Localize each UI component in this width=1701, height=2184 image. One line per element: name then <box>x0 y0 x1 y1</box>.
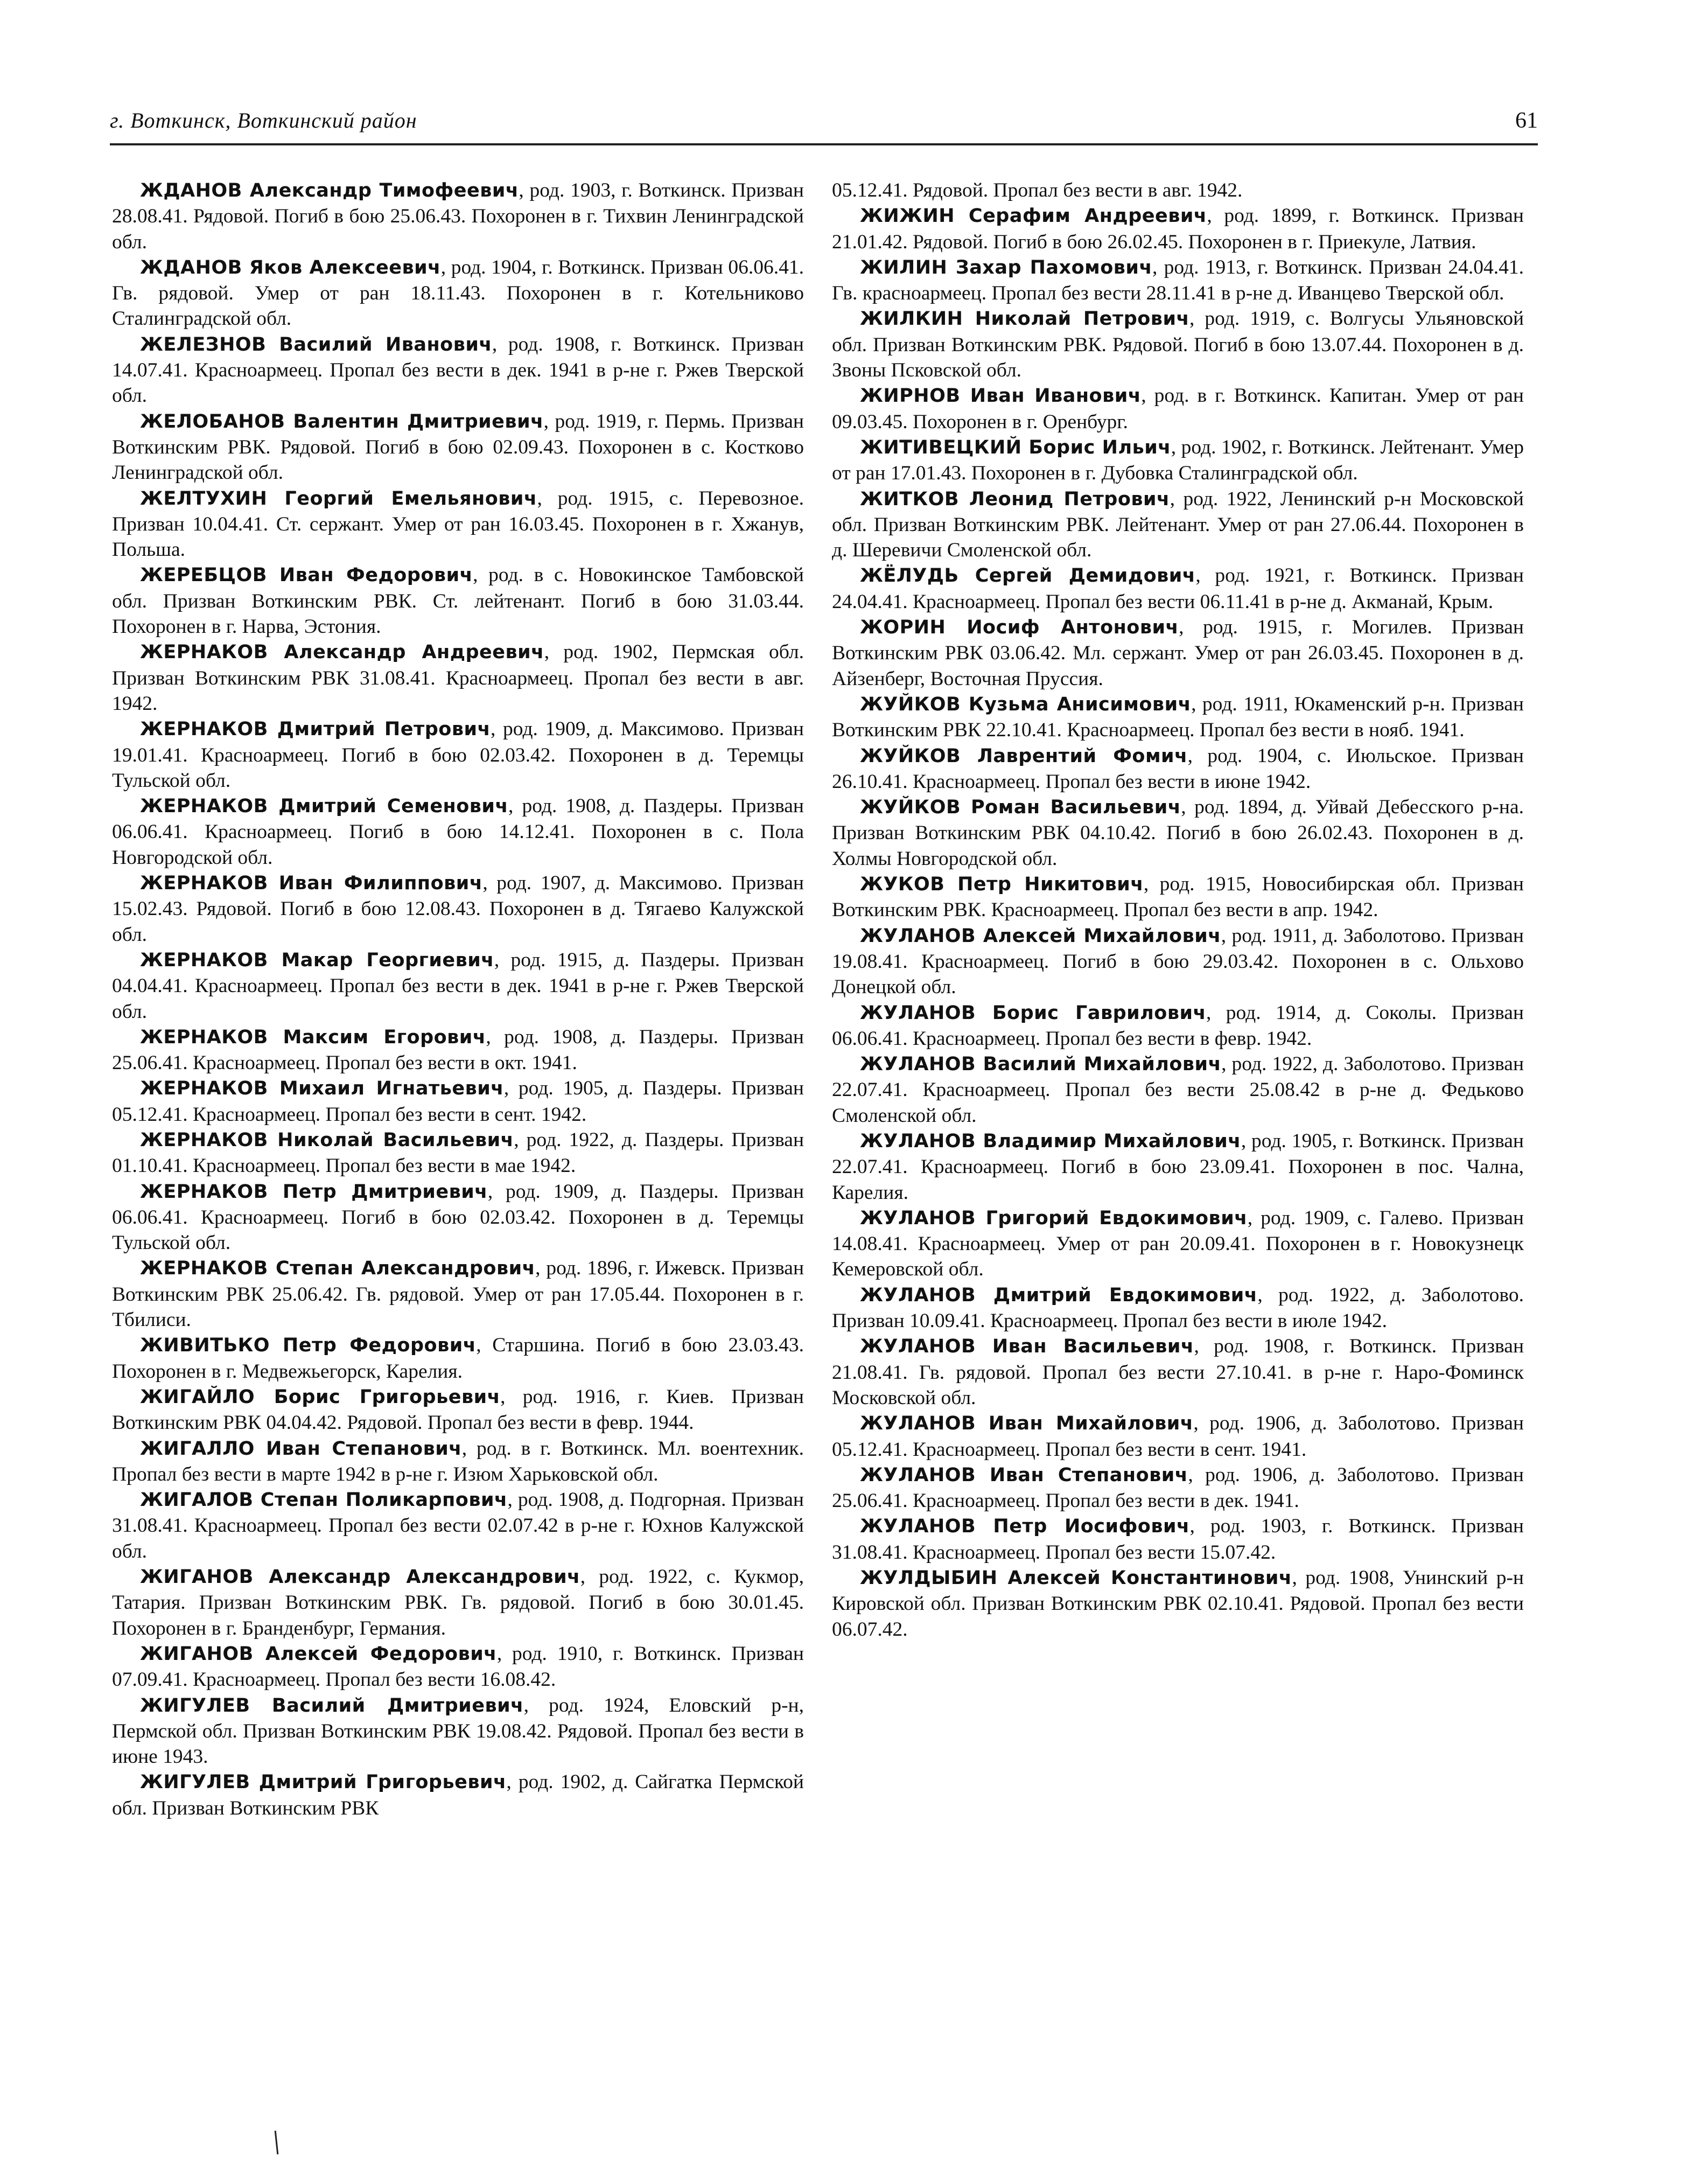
entry-details: род. 1924, Еловский р-н, Пермской обл. Призван Воткинским РВК 19.08.42. Рядовой. Пропал без вести в июне 1943. <box>112 1694 804 1768</box>
register-entry: ЖУЛАНОВ Борис Гаврилович, род. 1914, д. Соколы. Призван 06.06.41. Красноармеец. Пропал без вести в февр. 1942. <box>832 1001 1524 1050</box>
entry-details: род. в г. Воткинск. Мл. воентехник. Пропал без вести в марте 1942 в р-не г. Изюм Харьковской обл. <box>112 1437 804 1485</box>
register-entry: ЖУЛАНОВ Иван Васильевич, род. 1908, г. Воткинск. Призван 21.08.41. Гв. рядовой. Пропал без вести 27.10.41. в р-не г. Наро-Фоминск Московской обл. <box>832 1335 1524 1409</box>
entry-details: род. 1907, д. Максимово. Призван 15.02.43. Рядовой. Погиб в бою 12.08.43. Похоронен в д. Тягаево Калужской обл. <box>112 872 804 946</box>
person-name: ЖИГУЛЕВ Василий Дмитриевич <box>140 1694 524 1717</box>
entry-details: род. 1921, г. Воткинск. Призван 24.04.41. Красноармеец. Пропал без вести 06.11.41 в р-не д. Акманай, Крым. <box>832 564 1524 613</box>
entry-details: род. 1922, д. Заболотово. Призван 22.07.41. Красноармеец. Пропал без вести 25.08.42 в р-не д. Федьково Смоленской обл. <box>832 1053 1524 1127</box>
register-entry: ЖУЛАНОВ Владимир Михайлович, род. 1905, г. Воткинск. Призван 22.07.41. Красноармеец. Погиб в бою 23.09.41. Похоронен в пос. Чална, Карелия. <box>832 1129 1524 1204</box>
entry-details: род. 1902, г. Воткинск. Лейтенант. Умер от ран 17.01.43. Похоронен в г. Дубовка Сталинградской обл. <box>832 436 1524 485</box>
register-entry: ЖЕЛОБАНОВ Валентин Дмитриевич, род. 1919, г. Пермь. Призван Воткинским РВК. Рядовой. Погиб в бою 02.09.43. Похоронен в с. Костково Ленинградской обл. <box>112 410 804 484</box>
register-entry: ЖУЛДЫБИН Алексей Константинович, род. 1908, Унинский р-н Кировской обл. Призван Воткинским РВК 02.10.41. Рядовой. Пропал без вести 06.07.42. <box>832 1567 1524 1641</box>
person-name: ЖОРИН Иосиф Антонович <box>860 617 1179 639</box>
person-name: ЖУЛАНОВ Григорий Евдокимович <box>860 1207 1248 1229</box>
running-title: г. Воткинск, Воткинский район <box>110 108 417 132</box>
person-name: ЖЕРНАКОВ Михаил Игнатьевич <box>140 1078 504 1100</box>
register-entry: ЖИГУЛЕВ Дмитрий Григорьевич, род. 1902, д. Сайгатка Пермской обл. Призван Воткинским РВК <box>112 1771 804 1819</box>
person-name: ЖУКОВ Петр Никитович <box>860 874 1144 896</box>
entry-details: род. 1909, д. Максимово. Призван 19.01.41. Красноармеец. Погиб в бою 02.03.42. Похоронен в д. Теремцы Тульской обл. <box>112 718 804 792</box>
person-name: ЖУЛАНОВ Иван Михайлович <box>860 1413 1194 1435</box>
entry-details: род. 1908, г. Воткинск. Призван 21.08.41. Гв. рядовой. Пропал без вести 27.10.41. в р-не г. Наро-Фоминск Московской обл. <box>832 1335 1524 1409</box>
register-entry: ЖЕРНАКОВ Максим Егорович, род. 1908, д. Паздеры. Призван 25.06.41. Красноармеец. Пропал без вести в окт. 1941. <box>112 1025 804 1074</box>
register-entry: ЖЕРНАКОВ Михаил Игнатьевич, род. 1905, д. Паздеры. Призван 05.12.41. Красноармеец. Пропал без вести в сент. 1942. <box>112 1077 804 1126</box>
entry-details: род. 1896, г. Ижевск. Призван Воткинским РВК 25.06.42. Гв. рядовой. Умер от ран 17.05.44. Похоронен в г. Тбилиси. <box>112 1257 804 1331</box>
register-entry: ЖЕРНАКОВ Петр Дмитриевич, род. 1909, д. Паздеры. Призван 06.06.41. Красноармеец. Погиб в бою 02.03.42. Похоронен в д. Теремцы Тульской обл. <box>112 1180 804 1254</box>
entry-details: род. 1915, Новосибирская обл. Призван Воткинским РВК. Красноармеец. Пропал без вести в апр. 1942. <box>832 873 1524 922</box>
person-name: ЖИВИТЬКО Петр Федорович <box>140 1335 477 1357</box>
person-name: ЖИЛКИН Николай Петрович <box>860 308 1190 330</box>
entry-details: род. 1919, г. Пермь. Призван Воткинским РВК. Рядовой. Погиб в бою 02.09.43. Похоронен в с. Костково Ленинградской обл. <box>112 410 804 484</box>
entry-details: род. 1909, с. Галево. Призван 14.08.41. Красноармеец. Умер от ран 20.09.41. Похоронен в г. Новокузнецк Кемеровской обл. <box>832 1206 1524 1281</box>
person-name: ЖЕЛЕЗНОВ Василий Иванович <box>140 333 492 355</box>
register-entry: ЖИЛКИН Николай Петрович, род. 1919, с. Волгусы Ульяновской обл. Призван Воткинским РВК. Рядовой. Погиб в бою 13.07.44. Похоронен в д. Звоны Псковской обл. <box>832 308 1524 382</box>
register-entry: ЖУЙКОВ Роман Васильевич, род. 1894, д. Уйвай Дебесского р-на. Призван Воткинским РВК 04.10.42. Погиб в бою 26.02.43. Похоронен в д. Холмы Новгородской обл. <box>832 796 1524 870</box>
register-entry: ЖУЛАНОВ Иван Михайлович, род. 1906, д. Заболотово. Призван 05.12.41. Красноармеец. Пропал без вести в сент. 1941. <box>832 1412 1524 1461</box>
register-entry: ЖЕРЕБЦОВ Иван Федорович, род. в с. Новокинское Тамбовской обл. Призван Воткинским РВК. Ст. лейтенант. Погиб в бою 31.03.44. Похоронен в г. Нарва, Эстония. <box>112 564 804 638</box>
person-name: ЖДАНОВ Яков Алексеевич <box>140 256 441 278</box>
register-entry: ЖУЛАНОВ Иван Степанович, род. 1906, д. Заболотово. Призван 25.06.41. Красноармеец. Пропал без вести в дек. 1941. <box>832 1463 1524 1512</box>
entry-details: род. 1906, д. Заболотово. Призван 25.06.41. Красноармеец. Пропал без вести в дек. 1941. <box>832 1463 1524 1512</box>
entry-details: род. 1906, д. Заболотово. Призван 05.12.41. Красноармеец. Пропал без вести в сент. 1941. <box>832 1412 1524 1461</box>
page-header <box>110 108 1538 140</box>
entry-details: род. 1915, д. Паздеры. Призван 04.04.41. Красноармеец. Пропал без вести в дек. 1941 в р-не г. Ржев Тверской обл. <box>112 948 804 1023</box>
person-name: ЖЕРНАКОВ Иван Филиппович <box>140 873 483 895</box>
entry-details: род. 1908, д. Паздеры. Призван 25.06.41. Красноармеец. Пропал без вести в окт. 1941. <box>112 1025 804 1074</box>
register-entry: ЖИРНОВ Иван Иванович, род. в г. Воткинск. Капитан. Умер от ран 09.03.45. Похоронен в г. Оренбург. <box>832 385 1524 433</box>
register-entry: ЖЕЛЕЗНОВ Василий Иванович, род. 1908, г. Воткинск. Призван 14.07.41. Красноармеец. Пропал без вести в дек. 1941 в р-не г. Ржев Тверской обл. <box>112 333 804 407</box>
entry-details: род. 1899, г. Воткинск. Призван 21.01.42. Рядовой. Погиб в бою 26.02.45. Похоронен в г. Приекуле, Латвия. <box>832 205 1524 253</box>
person-name: ЖИТКОВ Леонид Петрович <box>860 488 1170 510</box>
entry-details: род. 1904, г. Воткинск. Призван 06.06.41. Гв. рядовой. Умер от ран 18.11.43. Похоронен в г. Котельниково Сталинградской обл. <box>112 256 804 330</box>
person-name: ЖЁЛУДЬ Сергей Демидович <box>860 565 1196 587</box>
person-name: ЖИГУЛЕВ Дмитрий Григорьевич <box>140 1771 507 1794</box>
register-entry: ЖУЛАНОВ Алексей Михайлович, род. 1911, д. Заболотово. Призван 19.08.41. Красноармеец. Погиб в бою 29.03.42. Похоронен в с. Ольхово Донецкой обл. <box>832 924 1524 999</box>
person-name: ЖИГАЛЛО Иван Степанович <box>140 1438 462 1460</box>
register-entry: ЖУЛАНОВ Петр Иосифович, род. 1903, г. Воткинск. Призван 31.08.41. Красноармеец. Пропал без вести 15.07.42. <box>832 1515 1524 1564</box>
left-column <box>112 178 804 1821</box>
register-entry: ЖОРИН Иосиф Антонович, род. 1915, г. Могилев. Призван Воткинским РВК 03.06.42. Мл. сержант. Умер от ран 26.03.45. Похоронен в д. Айзенберг, Восточная Пруссия. <box>832 616 1524 690</box>
register-entry: ЖУЛАНОВ Дмитрий Евдокимович, род. 1922, д. Заболотово. Призван 10.09.41. Красноармеец. Пропал без вести в июле 1942. <box>832 1283 1524 1332</box>
entry-details: Старшина. Погиб в бою 23.03.43. Похоронен в г. Медвежьегорск, Карелия. <box>112 1334 804 1383</box>
entry-details: род. 1911, Юкаменский р-н. Призван Воткинским РВК 22.10.41. Красноармеец. Пропал без вести в нояб. 1941. <box>832 693 1524 742</box>
entry-details: род. 1910, г. Воткинск. Призван 07.09.41. Красноармеец. Пропал без вести 16.08.42. <box>112 1642 804 1691</box>
register-entry: ЖЁЛУДЬ Сергей Демидович, род. 1921, г. Воткинск. Призван 24.04.41. Красноармеец. Пропал без вести 06.11.41 в р-не д. Акманай, Крым. <box>832 564 1524 613</box>
person-name: ЖЕРНАКОВ Макар Георгиевич <box>140 949 494 971</box>
register-entry: ЖУКОВ Петр Никитович, род. 1915, Новосибирская обл. Призван Воткинским РВК. Красноармеец. Пропал без вести в апр. 1942. <box>832 873 1524 922</box>
right-column <box>832 178 1524 1642</box>
person-name: ЖЕЛТУХИН Георгий Емельянович <box>140 487 537 510</box>
person-name: ЖУЛАНОВ Борис Гаврилович <box>860 1002 1207 1024</box>
person-name: ЖУЛАНОВ Владимир Михайлович <box>860 1130 1241 1152</box>
register-entry: ЖУЛАНОВ Василий Михайлович, род. 1922, д. Заболотово. Призван 22.07.41. Красноармеец. Пропал без вести 25.08.42 в р-не д. Федьково Смоленской обл. <box>832 1053 1524 1127</box>
person-name: ЖЕРНАКОВ Степан Александрович <box>140 1258 536 1280</box>
person-name: ЖИГАНОВ Алексей Федорович <box>140 1643 497 1665</box>
person-name: ЖИГАЛОВ Степан Поликарпович <box>140 1489 508 1511</box>
entry-details: род. 1903, г. Воткинск. Призван 28.08.41. Рядовой. Погиб в бою 25.06.43. Похоронен в г. Тихвин Ленинградской обл. <box>112 179 804 253</box>
person-name: ЖЕРЕБЦОВ Иван Федорович <box>140 564 473 587</box>
entry-details: род. 1922, Ленинский р-н Московской обл. Призван Воткинским РВК. Лейтенант. Умер от ран 27.06.44. Похоронен в д. Шеревичи Смоленской обл. <box>832 487 1524 562</box>
header-rule <box>110 143 1538 145</box>
person-name: ЖДАНОВ Александр Тимофеевич <box>140 180 519 201</box>
entry-details: род. в с. Новокинское Тамбовской обл. Призван Воткинским РВК. Ст. лейтенант. Погиб в бою 31.03.44. Похоронен в г. Нарва, Эстония. <box>112 564 804 638</box>
person-name: ЖЕРНАКОВ Дмитрий Семенович <box>140 796 508 818</box>
register-entry: ЖИТИВЕЦКИЙ Борис Ильич, род. 1902, г. Воткинск. Лейтенант. Умер от ран 17.01.43. Похоронен в г. Дубовка Сталинградской обл. <box>832 436 1524 485</box>
register-entry: ЖЕРНАКОВ Дмитрий Семенович, род. 1908, д. Паздеры. Призван 06.06.41. Красноармеец. Погиб в бою 14.12.41. Похоронен в с. Пола Новгородской обл. <box>112 795 804 869</box>
entry-details: род. 1904, с. Июльское. Призван 26.10.41. Красноармеец. Пропал без вести в июне 1942. <box>832 744 1524 793</box>
register-entry: ЖИГАЛОВ Степан Поликарпович, род. 1908, д. Подгорная. Призван 31.08.41. Красноармеец. Пропал без вести 02.07.42 в р-не г. Юхнов Калужской обл. <box>112 1489 804 1562</box>
entry-details: род. 1915, с. Перевозное. Призван 10.04.41. Ст. сержант. Умер от ран 16.03.45. Похоронен в г. Хжанув, Польша. <box>112 487 804 561</box>
entry-details: род. 1916, г. Киев. Призван Воткинским РВК 04.04.42. Рядовой. Пропал без вести в февр. 1944. <box>112 1385 804 1434</box>
register-entry: ЖИЖИН Серафим Андреевич, род. 1899, г. Воткинск. Призван 21.01.42. Рядовой. Погиб в бою 26.02.45. Похоронен в г. Приекуле, Латвия. <box>832 205 1524 253</box>
register-entry: ЖИВИТЬКО Петр Федорович, Старшина. Погиб в бою 23.03.43. Похоронен в г. Медвежьегорск, Карелия. <box>112 1334 804 1383</box>
continued-entry-text: 05.12.41. Рядовой. Пропал без вести в авг. 1942. <box>832 179 1243 201</box>
entry-details: род. 1911, д. Заболотово. Призван 19.08.41. Красноармеец. Погиб в бою 29.03.42. Похоронен в с. Ольхово Донецкой обл. <box>832 924 1524 999</box>
person-name: ЖУЛДЫБИН Алексей Константинович <box>860 1567 1292 1589</box>
stray-pen-mark <box>275 2131 279 2154</box>
entry-details: род. 1922, д. Заболотово. Призван 10.09.41. Красноармеец. Пропал без вести в июле 1942. <box>832 1283 1524 1332</box>
person-name: ЖЕРНАКОВ Максим Егорович <box>140 1026 486 1048</box>
register-entry: ЖДАНОВ Яков Алексеевич, род. 1904, г. Воткинск. Призван 06.06.41. Гв. рядовой. Умер от ран 18.11.43. Похоронен в г. Котельниково Сталинградской обл. <box>112 256 804 330</box>
register-entry: ЖИГАЛЛО Иван Степанович, род. в г. Воткинск. Мл. воентехник. Пропал без вести в марте 1942 в р-не г. Изюм Харьковской обл. <box>112 1437 804 1485</box>
entry-details: род. 1902, Пермская обл. Призван Воткинским РВК 31.08.41. Красноармеец. Пропал без вести в авг. 1942. <box>112 641 804 715</box>
person-name: ЖИГАЙЛО Борис Григорьевич <box>140 1386 501 1408</box>
person-name: ЖЕРНАКОВ Петр Дмитриевич <box>140 1181 488 1203</box>
register-entry: ЖИТКОВ Леонид Петрович, род. 1922, Ленинский р-н Московской обл. Призван Воткинским РВК. Лейтенант. Умер от ран 27.06.44. Похоронен в д. Шеревичи Смоленской обл. <box>832 487 1524 562</box>
entry-details: род. 1908, д. Подгорная. Призван 31.08.41. Красноармеец. Пропал без вести 02.07.42 в р-не г. Юхнов Калужской обл. <box>112 1489 804 1562</box>
person-name: ЖИЖИН Серафим Андреевич <box>860 205 1207 227</box>
person-name: ЖУЙКОВ Роман Васильевич <box>860 797 1181 819</box>
register-entry: ЖУЙКОВ Лаврентий Фомич, род. 1904, с. Июльское. Призван 26.10.41. Красноармеец. Пропал без вести в июне 1942. <box>832 744 1524 793</box>
entry-details: род. 1908, д. Паздеры. Призван 06.06.41. Красноармеец. Погиб в бою 14.12.41. Похоронен в с. Пола Новгородской обл. <box>112 795 804 869</box>
person-name: ЖУЛАНОВ Иван Васильевич <box>860 1336 1194 1358</box>
entry-details: род. 1922, с. Кукмор, Татария. Призван Воткинским РВК. Гв. рядовой. Погиб в бою 30.01.45. Похоронен в г. Бранденбург, Германия. <box>112 1566 804 1639</box>
register-entry: ЖЕРНАКОВ Макар Георгиевич, род. 1915, д. Паздеры. Призван 04.04.41. Красноармеец. Пропал без вести в дек. 1941 в р-не г. Ржев Тверской обл. <box>112 948 804 1023</box>
person-name: ЖЕРНАКОВ Александр Андреевич <box>140 641 544 664</box>
person-name: ЖУЛАНОВ Петр Иосифович <box>860 1516 1190 1538</box>
register-entry: ЖЕЛТУХИН Георгий Емельянович, род. 1915, с. Перевозное. Призван 10.04.41. Ст. сержант. Умер от ран 16.03.45. Похоронен в г. Хжанув, Польша. <box>112 487 804 561</box>
entry-details: род. 1909, д. Паздеры. Призван 06.06.41. Красноармеец. Погиб в бою 02.03.42. Похоронен в д. Теремцы Тульской обл. <box>112 1180 804 1254</box>
person-name: ЖИЛИН Захар Пахомович <box>860 256 1152 278</box>
register-entry: ЖЕРНАКОВ Александр Андреевич, род. 1902, Пермская обл. Призван Воткинским РВК 31.08.41. Красноармеец. Пропал без вести в авг. 1942. <box>112 641 804 715</box>
person-name: ЖУЛАНОВ Василий Михайлович <box>860 1053 1222 1076</box>
register-entry: ЖУЙКОВ Кузьма Анисимович, род. 1911, Юкаменский р-н. Призван Воткинским РВК 22.10.41. Красноармеец. Пропал без вести в нояб. 1941. <box>832 693 1524 742</box>
entry-details: род. в г. Воткинск. Капитан. Умер от ран 09.03.45. Похоронен в г. Оренбург. <box>832 385 1524 433</box>
entry-details: род. 1915, г. Могилев. Призван Воткинским РВК 03.06.42. Мл. сержант. Умер от ран 26.03.45. Похоронен в д. Айзенберг, Восточная Пруссия. <box>832 616 1524 690</box>
entry-details: род. 1908, г. Воткинск. Призван 14.07.41. Красноармеец. Пропал без вести в дек. 1941 в р-не г. Ржев Тверской обл. <box>112 333 804 407</box>
entry-details: род. 1919, с. Волгусы Ульяновской обл. Призван Воткинским РВК. Рядовой. Погиб в бою 13.07.44. Похоронен в д. Звоны Псковской обл. <box>832 308 1524 382</box>
entry-details: род. 1894, д. Уйвай Дебесского р-на. Призван Воткинским РВК 04.10.42. Погиб в бою 26.02.43. Похоронен в д. Холмы Новгородской обл. <box>832 796 1524 870</box>
entry-details: род. 1902, д. Сайгатка Пермской обл. Призван Воткинским РВК <box>112 1771 804 1819</box>
register-entry: ЖИГАНОВ Алексей Федорович, род. 1910, г. Воткинск. Призван 07.09.41. Красноармеец. Пропал без вести 16.08.42. <box>112 1642 804 1691</box>
person-name: ЖЕРНАКОВ Дмитрий Петрович <box>140 718 491 741</box>
person-name: ЖИРНОВ Иван Иванович <box>860 385 1142 407</box>
register-entry: ЖИГУЛЕВ Василий Дмитриевич, род. 1924, Еловский р-н, Пермской обл. Призван Воткинским РВК 19.08.42. Рядовой. Пропал без вести в июне 1943. <box>112 1694 804 1768</box>
person-name: ЖУЙКОВ Лаврентий Фомич <box>860 745 1188 767</box>
register-entry: ЖЕРНАКОВ Степан Александрович, род. 1896, г. Ижевск. Призван Воткинским РВК 25.06.42. Гв. рядовой. Умер от ран 17.05.44. Похоронен в г. Тбилиси. <box>112 1257 804 1331</box>
register-entry: ЖЕРНАКОВ Дмитрий Петрович, род. 1909, д. Максимово. Призван 19.01.41. Красноармеец. Погиб в бою 02.03.42. Похоронен в д. Теремцы Тульской обл. <box>112 718 804 792</box>
entry-details: род. 1908, Унинский р-н Кировской обл. Призван Воткинским РВК 02.10.41. Рядовой. Пропал без вести 06.07.42. <box>832 1567 1524 1641</box>
person-name: ЖУЛАНОВ Алексей Михайлович <box>860 925 1221 947</box>
person-name: ЖУЙКОВ Кузьма Анисимович <box>860 693 1192 715</box>
register-entry: ЖДАНОВ Александр Тимофеевич, род. 1903, г. Воткинск. Призван 28.08.41. Рядовой. Погиб в бою 25.06.43. Похоронен в г. Тихвин Ленинградской обл. <box>112 179 804 253</box>
register-entry: ЖЕРНАКОВ Николай Васильевич, род. 1922, д. Паздеры. Призван 01.10.41. Красноармеец. Пропал без вести в мае 1942. <box>112 1128 804 1177</box>
register-entry: ЖИЛИН Захар Пахомович, род. 1913, г. Воткинск. Призван 24.04.41. Гв. красноармеец. Пропал без вести 28.11.41 в р-не д. Иванцево Тверской обл. <box>832 256 1524 305</box>
entry-details: род. 1922, д. Паздеры. Призван 01.10.41. Красноармеец. Пропал без вести в мае 1942. <box>112 1128 804 1177</box>
person-name: ЖИТИВЕЦКИЙ Борис Ильич <box>860 436 1171 458</box>
person-name: ЖЕРНАКОВ Николай Васильевич <box>140 1129 514 1151</box>
person-name: ЖИГАНОВ Александр Александрович <box>140 1566 580 1588</box>
entry-details: род. 1905, г. Воткинск. Призван 22.07.41. Красноармеец. Погиб в бою 23.09.41. Похоронен в пос. Чална, Карелия. <box>832 1129 1524 1204</box>
page-number: 61 <box>1515 108 1538 133</box>
entry-details: род. 1913, г. Воткинск. Призван 24.04.41. Гв. красноармеец. Пропал без вести 28.11.41 в р-не д. Иванцево Тверской обл. <box>832 256 1524 305</box>
register-entry: ЖИГАНОВ Александр Александрович, род. 1922, с. Кукмор, Татария. Призван Воткинским РВК. Гв. рядовой. Погиб в бою 30.01.45. Похоронен в г. Бранденбург, Германия. <box>112 1566 804 1639</box>
entry-details: род. 1903, г. Воткинск. Призван 31.08.41. Красноармеец. Пропал без вести 15.07.42. <box>832 1515 1524 1564</box>
entry-details: род. 1905, д. Паздеры. Призван 05.12.41. Красноармеец. Пропал без вести в сент. 1942. <box>112 1077 804 1126</box>
register-entry: ЖИГАЙЛО Борис Григорьевич, род. 1916, г. Киев. Призван Воткинским РВК 04.04.42. Рядовой. Пропал без вести в февр. 1944. <box>112 1385 804 1434</box>
person-name: ЖЕЛОБАНОВ Валентин Дмитриевич <box>140 410 544 432</box>
register-entry: ЖУЛАНОВ Григорий Евдокимович, род. 1909, с. Галево. Призван 14.08.41. Красноармеец. Умер от ран 20.09.41. Похоронен в г. Новокузнецк Кемеровской обл. <box>832 1206 1524 1281</box>
entry-details: род. 1914, д. Соколы. Призван 06.06.41. Красноармеец. Пропал без вести в февр. 1942. <box>832 1001 1524 1050</box>
person-name: ЖУЛАНОВ Иван Степанович <box>860 1464 1188 1486</box>
register-entry: ЖЕРНАКОВ Иван Филиппович, род. 1907, д. Максимово. Призван 15.02.43. Рядовой. Погиб в бою 12.08.43. Похоронен в д. Тягаево Калужской обл. <box>112 872 804 946</box>
person-name: ЖУЛАНОВ Дмитрий Евдокимович <box>860 1284 1258 1306</box>
